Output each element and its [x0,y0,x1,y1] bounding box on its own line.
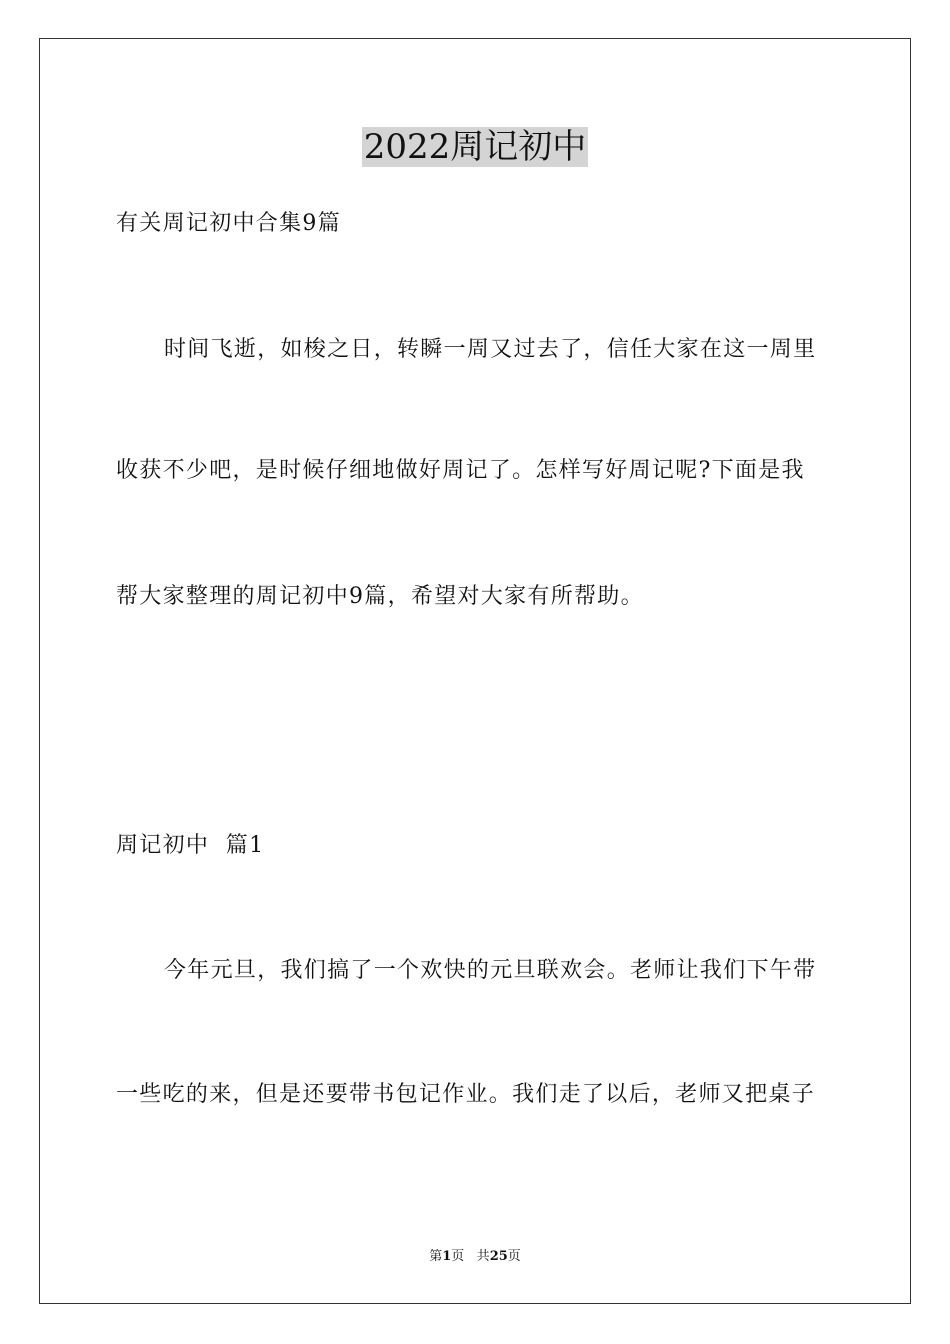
document-title [0,124,950,170]
document-subtitle: 有关周记初中合集9篇 [116,211,341,236]
intro-paragraph-line-3: 帮大家整理的周记初中9篇，希望对大家有所帮助。 [116,584,644,609]
intro-paragraph-line-2: 收获不少吧，是时候仔细地做好周记了。怎样写好周记呢?下面是我 [116,458,805,483]
section-paragraph-line-2: 一些吃的来，但是还要带书包记作业。我们走了以后，老师又把桌子 [116,1082,816,1107]
section-paragraph-line-1: 今年元旦，我们搞了一个欢快的元旦联欢会。老师让我们下午带 [164,958,817,983]
footer-total-pages: 25 [489,1249,508,1264]
section-heading: 周记初中 篇1 [116,833,265,858]
footer-page-suffix: 页 [451,1249,465,1264]
footer-page-number: 1 [442,1249,452,1264]
document-title-text: 2022周记初中 [363,127,587,167]
footer-page-prefix: 第 [429,1249,443,1264]
footer-total-prefix: 共 [476,1249,490,1264]
intro-paragraph-line-1: 时间飞逝，如梭之日，转瞬一周又过去了，信任大家在这一周里 [164,337,817,362]
page-footer [0,1247,950,1267]
footer-total-suffix: 页 [507,1249,521,1264]
